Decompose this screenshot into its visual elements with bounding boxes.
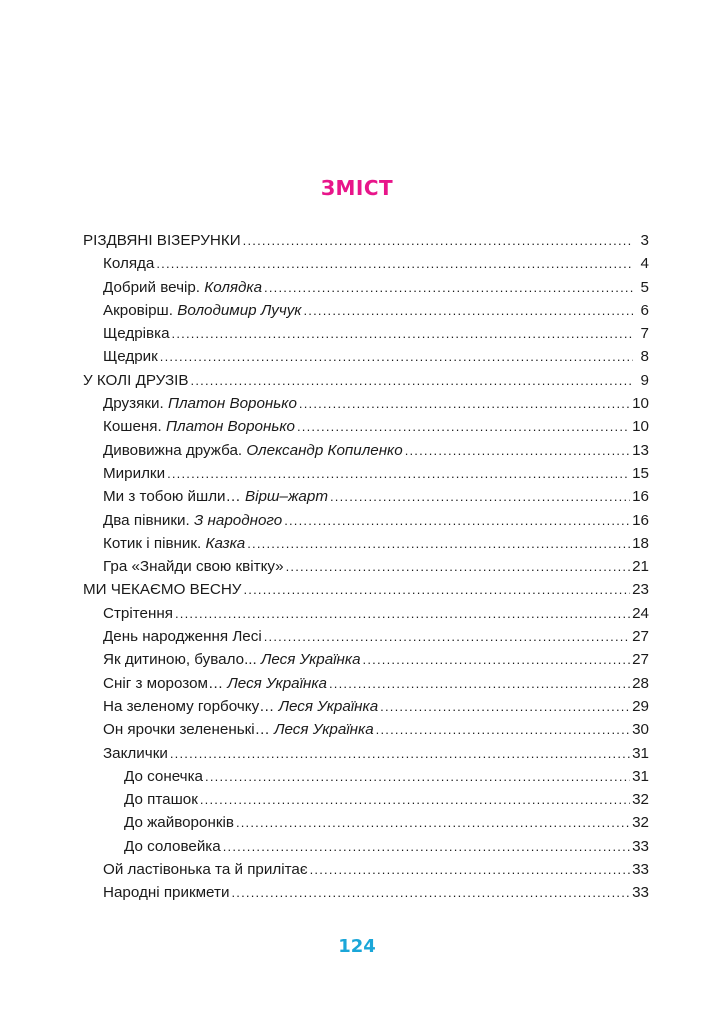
- toc-entry-title: Котик і півник.: [103, 534, 202, 552]
- toc-entry-page: 8: [640, 348, 649, 366]
- dot-leader: [167, 462, 630, 485]
- dot-leader: [286, 555, 630, 578]
- toc-entry-title: Як дитиною, бувало...: [103, 651, 257, 669]
- toc-entry: [83, 415, 649, 438]
- toc-entry-page: 23: [632, 581, 649, 599]
- toc-entry-author: Олександр Копиленко: [246, 441, 403, 459]
- toc-entry-title: До жайворонків: [124, 814, 234, 832]
- toc-entry-author: Вірш–жарт: [244, 488, 328, 506]
- toc-section: [83, 578, 649, 601]
- toc-entry-title: Заклички: [103, 744, 168, 762]
- toc-entry-page: 28: [632, 674, 649, 692]
- toc-entry-page: 31: [632, 767, 649, 785]
- dot-leader: [243, 229, 633, 252]
- table-of-contents: [83, 229, 649, 905]
- toc-entry-author: Колядка: [204, 278, 263, 296]
- toc-section: [83, 229, 649, 252]
- toc-entry-author: Володимир Лучук: [177, 301, 302, 319]
- toc-entry-title: Ми з тобою йшли…: [103, 488, 241, 506]
- toc-entry-title: День народження Лесі: [103, 628, 262, 646]
- dot-leader: [247, 532, 630, 555]
- toc-section: [83, 369, 649, 392]
- toc-entry: [83, 252, 649, 275]
- dot-leader: [264, 276, 633, 299]
- toc-entry-title: До сонечка: [124, 767, 204, 785]
- toc-entry-page: 6: [640, 301, 649, 319]
- toc-entry-page: 30: [632, 721, 649, 739]
- toc-entry-title: Народні прикмети: [103, 884, 230, 902]
- dot-leader: [236, 811, 630, 834]
- dot-leader: [170, 742, 630, 765]
- toc-entry-page: 24: [632, 604, 649, 622]
- toc-entry-author: З народного: [193, 511, 283, 529]
- toc-entry: [83, 858, 649, 881]
- toc-entry: [83, 718, 649, 741]
- toc-entry: [83, 648, 649, 671]
- dot-leader: [299, 392, 630, 415]
- toc-entry-title: Ой ластівонька та й прилітає: [103, 861, 308, 879]
- toc-entry-author: Казка: [205, 534, 246, 552]
- toc-entry-page: 10: [632, 395, 649, 413]
- toc-entry-page: 10: [632, 418, 649, 436]
- toc-entry-title: МИ ЧЕКАЄМО ВЕСНУ: [83, 581, 242, 599]
- toc-entry: [83, 555, 649, 578]
- dot-leader: [329, 672, 630, 695]
- toc-entry-title: Коляда: [103, 255, 155, 273]
- toc-entry-page: 16: [632, 511, 649, 529]
- toc-entry: [83, 392, 649, 415]
- toc-entry-author: Леся Українка: [227, 674, 327, 692]
- toc-entry-title: РІЗДВЯНІ ВІЗЕРУНКИ: [83, 232, 241, 249]
- toc-entry-author: Леся Українка: [260, 651, 361, 669]
- dot-leader: [172, 322, 633, 345]
- toc-entry: [83, 485, 649, 508]
- toc-entry-page: 4: [640, 255, 649, 273]
- toc-entry: [83, 345, 649, 368]
- toc-entry-title: Мирилки: [103, 464, 166, 482]
- dot-leader: [205, 765, 630, 788]
- dot-leader: [200, 788, 630, 811]
- toc-entry-page: 29: [632, 697, 649, 715]
- toc-entry: [83, 742, 649, 765]
- toc-entry-title: Два півники.: [103, 511, 190, 529]
- dot-leader: [223, 835, 630, 858]
- toc-entry-title: Он ярочки зелененькі…: [103, 721, 270, 739]
- toc-entry: [83, 835, 649, 858]
- dot-leader: [191, 369, 633, 392]
- dot-leader: [363, 648, 631, 671]
- toc-entry-author: Леся Українка: [278, 697, 379, 715]
- toc-entry: [83, 322, 649, 345]
- toc-entry-author: Платон Воронько: [167, 395, 297, 413]
- toc-entry: [83, 625, 649, 648]
- toc-entry-title: Гра «Знайди свою квітку»: [103, 558, 284, 576]
- toc-entry-title: На зеленому горбочку…: [103, 697, 275, 715]
- dot-leader: [310, 858, 631, 881]
- toc-entry-page: 33: [632, 861, 649, 879]
- toc-entry-author: Леся Українка: [274, 721, 374, 739]
- toc-entry-page: 18: [632, 534, 649, 552]
- toc-entry-page: 9: [640, 371, 649, 389]
- toc-entry-page: 32: [632, 791, 649, 809]
- toc-entry-page: 33: [632, 884, 649, 902]
- toc-entry-page: 3: [640, 232, 649, 249]
- toc-entry: [83, 811, 649, 834]
- toc-entry-page: 7: [640, 325, 649, 343]
- toc-entry-title: Щедрик: [103, 348, 158, 366]
- toc-entry-page: 15: [632, 464, 649, 482]
- dot-leader: [405, 439, 630, 462]
- dot-leader: [175, 602, 630, 625]
- toc-entry-page: 16: [632, 488, 649, 506]
- toc-entry-title: Сніг з морозом…: [103, 674, 224, 692]
- toc-entry-title: Дивовижна дружба.: [103, 441, 243, 459]
- toc-entry-title: До пташок: [124, 791, 198, 809]
- dot-leader: [231, 881, 630, 904]
- toc-entry: [83, 462, 649, 485]
- toc-entry-title: Добрий вечір.: [103, 278, 201, 296]
- toc-entry-page: 27: [632, 628, 649, 646]
- toc-entry-page: 31: [632, 744, 649, 762]
- toc-entry: [83, 602, 649, 625]
- toc-entry-page: 27: [632, 651, 649, 669]
- dot-leader: [297, 415, 630, 438]
- dot-leader: [380, 695, 630, 718]
- toc-entry: [83, 765, 649, 788]
- toc-entry-title: До соловейка: [124, 837, 221, 855]
- toc-entry: [83, 532, 649, 555]
- dot-leader: [160, 345, 633, 368]
- page-title: ЗМІСТ: [320, 176, 394, 200]
- dot-leader: [330, 485, 630, 508]
- dot-leader: [156, 252, 633, 275]
- toc-entry-page: 33: [632, 837, 649, 855]
- page-number: 124: [338, 936, 376, 957]
- toc-entry-author: Платон Воронько: [166, 418, 295, 436]
- dot-leader: [303, 299, 633, 322]
- toc-entry-title: Стрітення: [103, 604, 173, 622]
- toc-entry: [83, 276, 649, 299]
- toc-entry: [83, 509, 649, 532]
- dot-leader: [243, 578, 630, 601]
- toc-entry-page: 5: [640, 278, 649, 296]
- toc-entry: [83, 439, 649, 462]
- dot-leader: [376, 718, 630, 741]
- toc-entry: [83, 672, 649, 695]
- toc-entry-title: Кошеня.: [103, 418, 162, 436]
- toc-entry: [83, 881, 649, 904]
- dot-leader: [284, 509, 630, 532]
- toc-entry-title: Акровірш.: [103, 301, 173, 319]
- toc-entry: [83, 695, 649, 718]
- toc-entry-title: Щедрівка: [103, 325, 170, 343]
- toc-entry-page: 32: [632, 814, 649, 832]
- dot-leader: [264, 625, 630, 648]
- toc-entry-page: 13: [632, 441, 649, 459]
- toc-entry-title: У КОЛІ ДРУЗІВ: [83, 371, 189, 389]
- toc-entry: [83, 299, 649, 322]
- toc-entry-page: 21: [632, 558, 649, 576]
- toc-entry-title: Друзяки.: [103, 395, 164, 413]
- toc-entry: [83, 788, 649, 811]
